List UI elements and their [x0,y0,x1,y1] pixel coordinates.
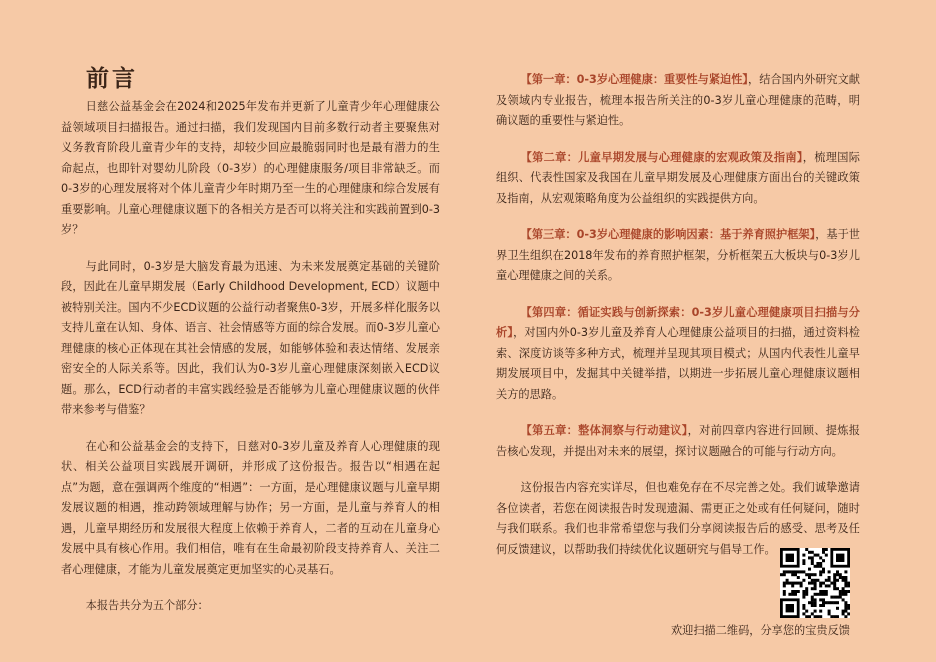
closing-paragraph: 这份报告内容充实详尽，但也难免存在不尽完善之处。我们诚挚邀请各位读者，若您在阅读报告时发现遗漏、需更正之处或有任何疑问，随时与我们联系。我们也非常希望您与我们分享阅读报告后的感受、思考及任何反馈建议，以帮助我们持续优化议题研究与倡导工作。 [496,481,860,556]
intro-column [61,97,440,633]
chapter-column [496,70,860,576]
chapter-summary [496,148,860,210]
chapter-summary [496,303,860,406]
chapter-label: 【第一章：0-3岁心理健康：重要性与紧迫性】 [520,73,749,86]
structure-intro: 本报告共分为五个部分： [85,599,209,612]
chapter-label: 【第五章：整体洞察与行动建议】 [520,424,688,437]
chapter-summary [496,70,860,132]
page-title: 前言 [86,65,138,92]
chapter-label: 【第二章：儿童早期发展与心理健康的宏观政策及指南】 [520,150,803,164]
intro-paragraph: 在心和公益基金会的支持下，日慈对0-3岁儿童及养育人心理健康的现状、相关公益项目实践展开调研，并形成了这份报告。报告以“相遇在起点”为题，意在强调两个维度的“相遇”：一方面，是心理健康议题与儿童早期发展议题的相遇，推动跨领域理解与协作；另一方面，是儿童与养育人的相遇，儿童早期经历和发展很大程度上依赖于养育人，二者的互动在儿童身心发展中具有核心作用。我们相信，唯有在生命最初阶段支持养育人、关注二者心理健康，才能为儿童发展奠定更加坚实的心灵基石。 [61,439,440,576]
chapter-summary [496,225,860,287]
chapter-label: 【第四章：循证实践与创新探索：0-3岁儿童心理健康项目扫描与分析】 [496,305,860,339]
intro-paragraph: 与此同时，0-3岁是大脑发育最为迅速、为未来发展奠定基础的关键阶段，因此在儿童早期发展（Early Childhood Development, ECD）议题中被特别关注。国内不少ECD议题的公益行动者聚焦0-3岁，开展多样化服务以支持儿童在认知、身体、语言、社会情感等方面的综合发展。而0-3岁儿童心理健康的核心正体现在其社会情感的发展，如能够体验和表达情绪、发展亲密安全的人际关系等。因此，我们认为0-3岁儿童心理健康深刻嵌入ECD议题。那么，ECD行动者的丰富实践经验是否能够为儿童心理健康议题的伙伴带来参考与借鉴？ [61,259,440,416]
chapter-summary [496,421,860,462]
qr-code-icon[interactable] [780,548,850,618]
chapter-label: 【第三章：0-3岁心理健康的影响因素：基于养育照护框架】 [520,228,816,241]
chapter-text: ，结合国内外研究文献及领域内专业报告，梳理本报告所关注的0-3岁儿童心理健康的范畴，明确议题的重要性与紧迫性。 [496,73,860,127]
chapter-text: ，基于世界卫生组织在2018年发布的养育照护框架，分析框架五大板块与0-3岁儿童心理健康之间的关系。 [496,228,860,282]
qr-caption: 欢迎扫描二维码，分享您的宝贵反馈 [670,624,850,637]
chapter-text: ，对国内外0-3岁儿童及养育人心理健康公益项目的扫描，通过资料检索、深度访谈等多种方式，梳理并呈现其项目模式；从国内代表性儿童早期发展项目中，发掘其中关键举措，以期进一步拓展儿童心理健康议题相关方的思路。 [496,326,860,401]
intro-paragraph: 日慈公益基金会在2024和2025年发布并更新了儿童青少年心理健康公益领域项目扫描报告。通过扫描，我们发现国内目前多数行动者主要聚焦对义务教育阶段儿童青少年的支持，却较少回应最脆弱同时也是最有潜力的生命起点，也即针对婴幼儿阶段（0-3岁）的心理健康服务/项目非常缺乏。而0-3岁的心理发展将对个体儿童青少年时期乃至一生的心理健康和综合发展有重要影响。儿童心理健康议题下的各相关方是否可以将关注和实践前置到0-3岁？ [61,100,440,236]
chapter-text: ，对前四章内容进行回顾、提炼报告核心发现，并提出对未来的展望，探讨议题融合的可能与行动方向。 [496,424,860,458]
chapter-text: ，梳理国际组织、代表性国家及我国在儿童早期发展及心理健康方面出台的关键政策及指南，从宏观策略角度为公益组织的实践提供方向。 [496,150,860,205]
